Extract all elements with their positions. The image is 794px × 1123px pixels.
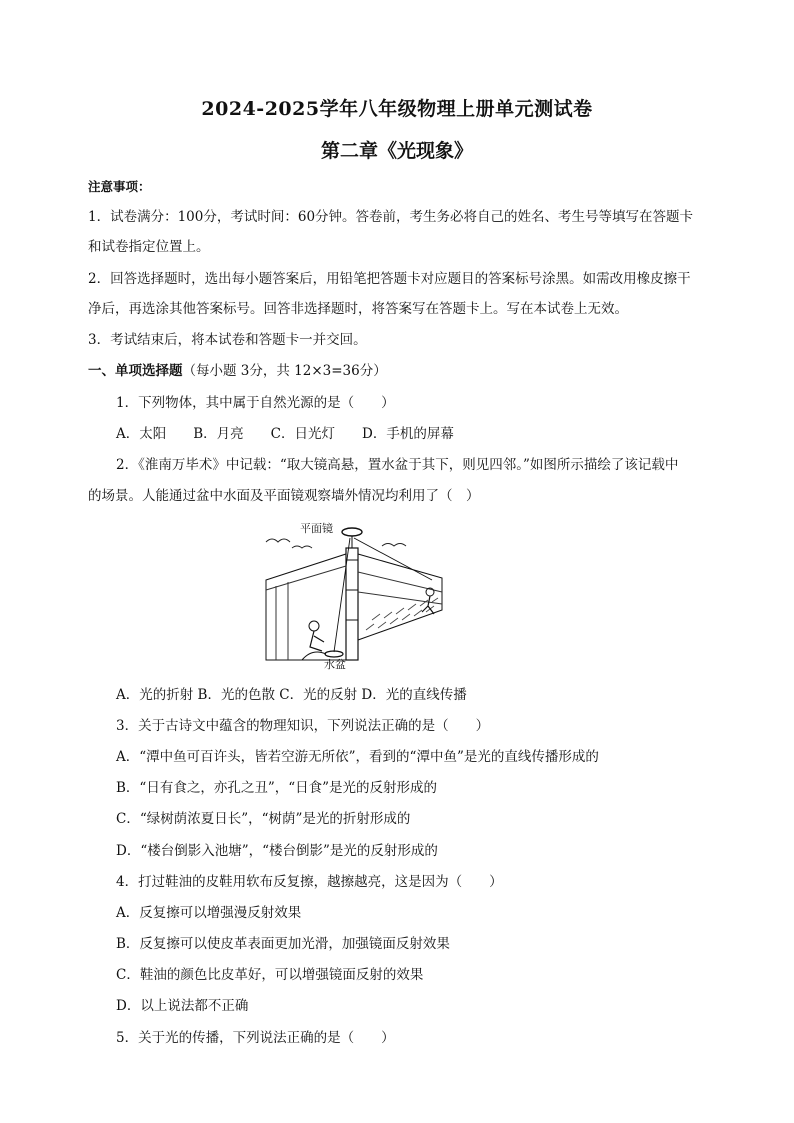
- section-title: 一、单项选择题: [88, 363, 183, 379]
- notice-line: 3．考试结束后，将本试卷和答题卡一并交回。: [88, 332, 367, 348]
- question-5-stem: 5．关于光的传播，下列说法正确的是（ ）: [116, 1030, 395, 1046]
- question-3-option-c: C．“绿树荫浓夏日长”，“树荫”是光的折射形成的: [116, 811, 411, 827]
- page-title: 2024-2025学年八年级物理上册单元测试卷: [201, 98, 593, 120]
- question-2-figure: [262, 520, 444, 670]
- notice-line: 净后，再选涂其他答案标号。回答非选择题时，将答案写在答题卡上。写在本试卷上无效。: [88, 301, 628, 317]
- section-heading: [88, 360, 728, 382]
- mirror-basin-illustration: [262, 520, 444, 670]
- question-2-options: A．光的折射 B．光的色散 C．光的反射 D．光的直线传播: [116, 687, 467, 703]
- section-note: （每小题 3分，共 12×3=36分）: [182, 363, 387, 379]
- question-3-option-a: A．“潭中鱼可百许头，皆若空游无所依”，看到的“潭中鱼”是光的直线传播形成的: [116, 749, 599, 765]
- question-4-option-c: C．鞋油的颜色比皮革好，可以增强镜面反射的效果: [116, 967, 424, 983]
- notice-line: 和试卷指定位置上。: [88, 239, 210, 255]
- question-1-stem: 1．下列物体，其中属于自然光源的是（ ）: [116, 395, 395, 411]
- figure-label-basin: 水盆: [324, 658, 346, 670]
- question-4-option-d: D．以上说法都不正确: [116, 998, 249, 1014]
- question-3-option-d: D．“楼台倒影入池塘”，“楼台倒影”是光的反射形成的: [116, 843, 438, 859]
- figure-label-mirror: 平面镜: [300, 522, 333, 535]
- question-3-option-b: B．“日有食之，亦孔之丑”，“日食”是光的反射形成的: [116, 780, 438, 796]
- chapter-subtitle: 第二章《光现象》: [320, 140, 473, 162]
- question-2-stem-cont: 的场景。人能通过盆中水面及平面镜观察墙外情况均利用了（ ）: [88, 488, 480, 504]
- notice-line: 1．试卷满分：100分，考试时间：60分钟。答卷前，考生务必将自己的姓名、考生号等填写在答题卡: [88, 209, 694, 225]
- mirror-icon: [342, 528, 362, 536]
- question-4-stem: 4．打过鞋油的皮鞋用软布反复擦，越擦越亮，这是因为（ ）: [116, 874, 503, 890]
- question-1-options: A．太阳 B．月亮 C．日光灯 D．手机的屏幕: [116, 426, 454, 442]
- question-4-option-b: B．反复擦可以使皮革表面更加光滑，加强镜面反射效果: [116, 936, 450, 952]
- question-2-stem: 2．《淮南万毕术》中记载：“取大镜高悬，置水盆于其下，则见四邻。”如图所示描绘了该记载中: [116, 457, 679, 473]
- notice-line: 2．回答选择题时，选出每小题答案后，用铅笔把答题卡对应题目的答案标号涂黑。如需改用橡皮擦干: [88, 271, 691, 287]
- notice-heading: 注意事项：: [88, 179, 151, 194]
- question-4-option-a: A．反复擦可以增强漫反射效果: [116, 905, 302, 921]
- question-3-stem: 3．关于古诗文中蕴含的物理知识，下列说法正确的是（ ）: [116, 718, 490, 734]
